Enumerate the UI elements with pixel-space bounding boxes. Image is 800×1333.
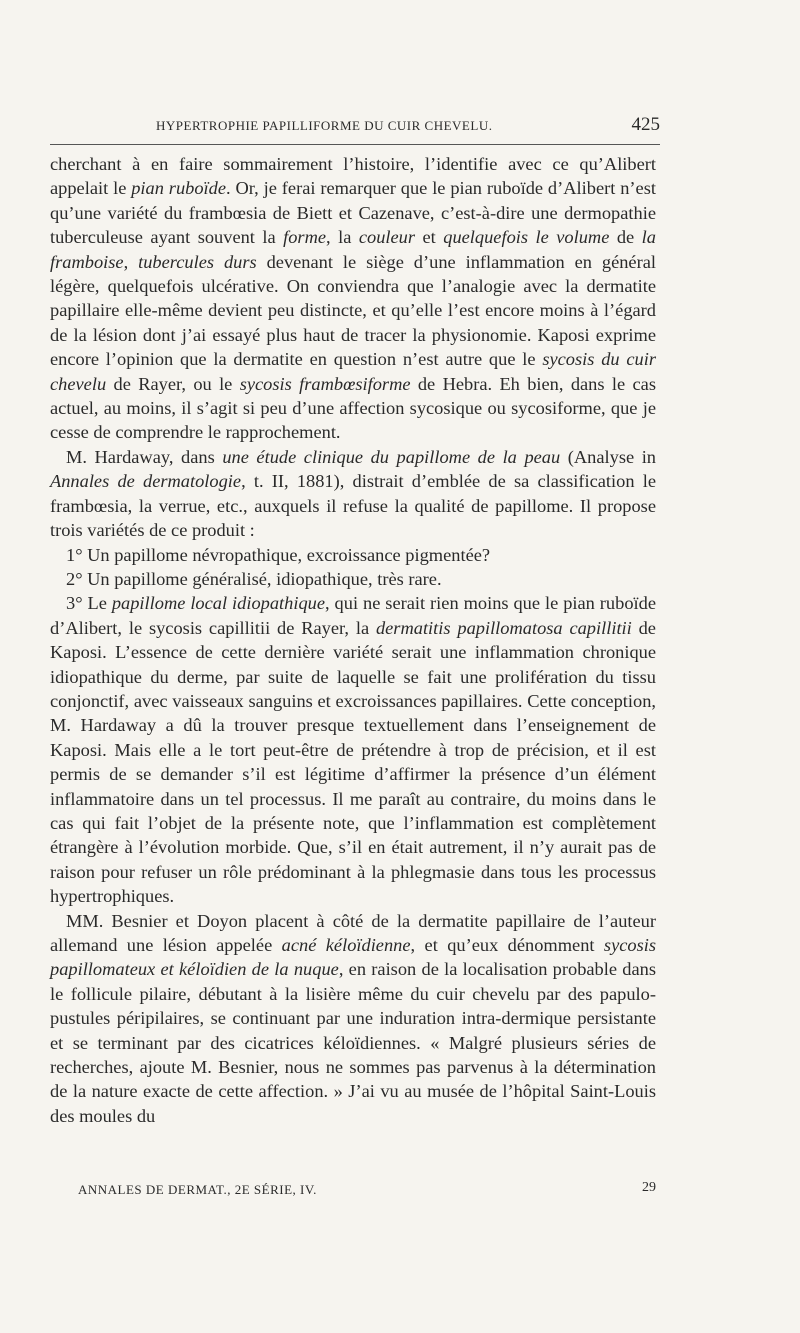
paragraph <box>50 445 656 543</box>
page-footer <box>78 1180 656 1202</box>
text-run: M. Hardaway, dans <box>66 446 223 467</box>
page-number: 425 <box>631 114 660 135</box>
italic-text: forme <box>283 227 327 248</box>
italic-text: sycosis frambœsiforme <box>239 373 411 394</box>
italic-text: une étude clinique du papillome de la peau <box>222 446 561 467</box>
text-run: , et qu’eux dénomment <box>410 935 604 955</box>
text-run: cherchant à en faire sommairement l’histoire, l’identifie avec ce qu’Alibert appelait le <box>50 154 656 199</box>
journal-reference: ANNALES DE DERMAT., 2E SÉRIE, IV. <box>78 1182 317 1197</box>
text-run: de Rayer, ou le <box>106 373 240 394</box>
text-run: . Or, je ferai remarquer que le pian ruboïde d’Alibert n’est qu’une variété du frambœsia de Biett et Cazenave, c’est-à-dire une dermopathie tuberculeuse ayant souvent la <box>50 178 656 248</box>
italic-text: couleur <box>358 227 416 248</box>
list-item <box>50 591 656 908</box>
text-run: de <box>609 227 642 248</box>
italic-text: Annales de dermatologie <box>50 471 242 492</box>
text-run: , en raison de la localisation probable dans le follicule pilaire, débutant à la lisière même du cuir chevelu par des papulo-pustules péripilaires, se continuant par une induration intra-dermique persistante et se terminant par des cicatrices kéloïdiennes. « Malgré plusieurs séries de recherches, ajoute M. Besnier, nous ne sommes pas parvenus à la détermination de la nature exacte de cette affection. » J’ai vu au musée de l’hôpital Saint-Louis des moules du <box>50 959 656 1126</box>
text-run: 3° Le <box>66 593 112 614</box>
page-header <box>48 114 660 136</box>
text-run: , t. II, 1881), distrait d’emblée de sa classification le frambœsia, la verrue, etc., auxquels il refuse la qualité de papillome. Il propose trois variétés de ce produit : <box>50 471 656 541</box>
text-run: , la <box>326 227 359 248</box>
paragraph <box>50 909 656 1129</box>
italic-text: sycosis du cuir chevelu <box>50 349 657 394</box>
header-rule <box>50 144 660 145</box>
text-run: , qui ne serait rien moins que le pian ruboïde d’Alibert, le sycosis capillitii de Rayer, la <box>50 593 656 638</box>
list-item <box>50 543 656 567</box>
text-run: (Analyse in <box>560 446 656 467</box>
text-run: 2° Un papillome généralisé, idiopathique, très rare. <box>66 568 442 589</box>
signature-mark: 29 <box>642 1180 656 1195</box>
italic-text: sycosis papillomateux et kéloïdien de la nuque <box>50 935 657 980</box>
text-run: et <box>415 227 444 248</box>
italic-text: la framboise <box>50 227 656 272</box>
paragraph <box>50 152 656 445</box>
italic-text: dermatitis papillomatosa capillitii <box>375 617 632 638</box>
italic-text: papillome local idiopathique <box>111 593 326 614</box>
italic-text: tubercules durs <box>138 251 257 272</box>
italic-text: quelquefois le volume <box>443 227 610 248</box>
list-item <box>50 567 656 591</box>
text-run: MM. Besnier et Doyon placent à côté de la dermatite papillaire de l’auteur allemand une lésion appelée <box>50 910 656 955</box>
text-run: devenant le siège d’une inflammation en général légère, quelquefois ulcérative. On conviendra que l’analogie avec la dermatite papillaire elle-même devient peu distincte, et qu’elle l’est encore moins à l’égard de la lésion dont j’ai essayé plus haut de tracer la physionomie. Kaposi exprime encore l’opinion que la dermatite en question n’est autre que le <box>50 251 656 370</box>
text-run: 1° Un papillome névropathique, excroissance pigmentée? <box>66 544 491 565</box>
running-title: HYPERTROPHIE PAPILLIFORME DU CUIR CHEVELU. <box>156 118 493 133</box>
text-run: de Hebra. Eh bien, dans le cas actuel, au moins, il s’agit si peu d’une affection sycosique ou sycosiforme, que je cesse de comprendre le rapprochement. <box>50 373 656 443</box>
text-run: de Kaposi. L’essence de cette dernière variété serait une inflammation chronique idiopathique du derme, par suite de laquelle se fait une prolifération du tissu conjonctif, avec vaisseaux sanguins et excroissances papillaires. Cette conception, M. Hardaway a dû la trouver presque textuellement dans l’enseignement de Kaposi. Mais elle a le tort peut-être de prétendre à trop de précision, et il est permis de se demander s’il est légitime d’affirmer la présence d’un élément inflammatoire dans un tel processus. Il me paraît au contraire, du moins dans le cas qui fait l’objet de la présente note, que l’inflammation est complètement étrangère à l’évolution morbide. Que, s’il en était autrement, il n’y aurait pas de raison pour refuser un rôle prédominant à la phlegmasie dans tous les processus hypertrophiques. <box>50 617 656 907</box>
italic-text: pian ruboïde <box>131 178 227 199</box>
text-run: , <box>123 251 139 272</box>
body-text <box>50 152 656 1128</box>
italic-text: acné kéloïdienne <box>281 935 411 955</box>
